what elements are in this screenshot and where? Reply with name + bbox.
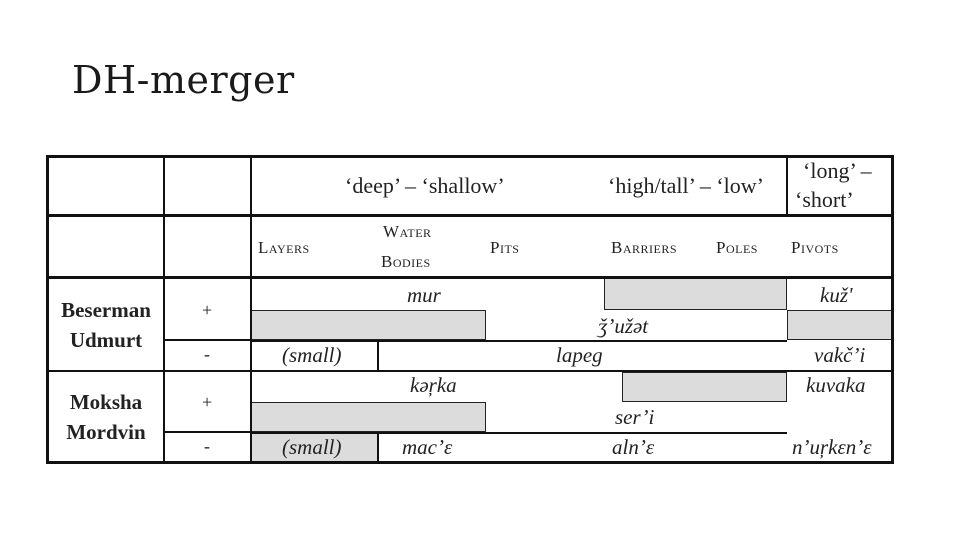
rule-mace-top bbox=[378, 432, 787, 434]
cell-alne: aln’ε bbox=[612, 435, 655, 459]
rule-col-sign bbox=[250, 155, 252, 464]
category-poles: Poles bbox=[716, 238, 758, 257]
cell-kuzh: kuž' bbox=[820, 283, 853, 307]
rule-small-row2 bbox=[251, 432, 378, 434]
rule-language-split bbox=[46, 370, 894, 372]
cell-vakchi: vakč’i bbox=[814, 343, 866, 367]
language-udmurt: Udmurt bbox=[69, 328, 143, 352]
rule-categories bbox=[46, 276, 894, 279]
language-beserman: Beserman bbox=[61, 298, 151, 322]
cell-small-moksha: (small) bbox=[282, 435, 342, 459]
table-border bbox=[46, 155, 894, 464]
category-pits: Pits bbox=[490, 238, 520, 257]
category-water: Water bbox=[383, 222, 432, 241]
cell-mur: mur bbox=[407, 283, 441, 307]
language-moksha: Moksha bbox=[69, 390, 143, 414]
rule-col-lang bbox=[163, 155, 165, 464]
header-long-short-2: ‘short’ bbox=[795, 187, 854, 212]
category-pivots: Pivots bbox=[791, 238, 839, 257]
language-mordvin: Mordvin bbox=[66, 420, 146, 444]
category-barriers: Barriers bbox=[611, 238, 678, 257]
category-layers: Layers bbox=[258, 238, 310, 257]
rule-col-pivots bbox=[786, 155, 788, 215]
rule-header bbox=[46, 214, 894, 217]
cell-mace: mac’ε bbox=[402, 435, 453, 459]
sign-moksha-minus: - bbox=[204, 436, 210, 456]
cell-lapeg: lapeg bbox=[556, 343, 603, 367]
rule-col-small-1 bbox=[377, 340, 379, 370]
rule-col-small-2 bbox=[377, 432, 379, 464]
cell-kerka: kəŗka bbox=[410, 373, 457, 397]
cell-nurkene: n’uŗkεn’ε bbox=[792, 435, 872, 459]
header-deep-shallow: ‘deep’ – ‘shallow’ bbox=[345, 173, 505, 198]
rule-beserman-mid bbox=[164, 339, 252, 341]
rule-small-row1 bbox=[251, 340, 378, 342]
rule-moksha-mid bbox=[164, 431, 252, 433]
header-long-short-1: ‘long’ – bbox=[803, 158, 872, 183]
sign-beserman-plus: + bbox=[202, 300, 213, 320]
cell-kuvaka: kuvaka bbox=[806, 373, 866, 397]
category-bodies: Bodies bbox=[381, 252, 431, 271]
header-high-low: ‘high/tall’ – ‘low’ bbox=[608, 173, 764, 198]
rule-lapeg-top bbox=[378, 340, 787, 342]
sign-moksha-plus: + bbox=[202, 392, 213, 412]
sign-beserman-minus: - bbox=[204, 344, 210, 364]
cell-small-beserman: (small) bbox=[282, 343, 342, 367]
cell-zhuzhet: ǯ’užət bbox=[598, 314, 649, 338]
slide-title: DH-merger bbox=[72, 58, 295, 102]
cell-seri: ser’i bbox=[615, 405, 655, 429]
